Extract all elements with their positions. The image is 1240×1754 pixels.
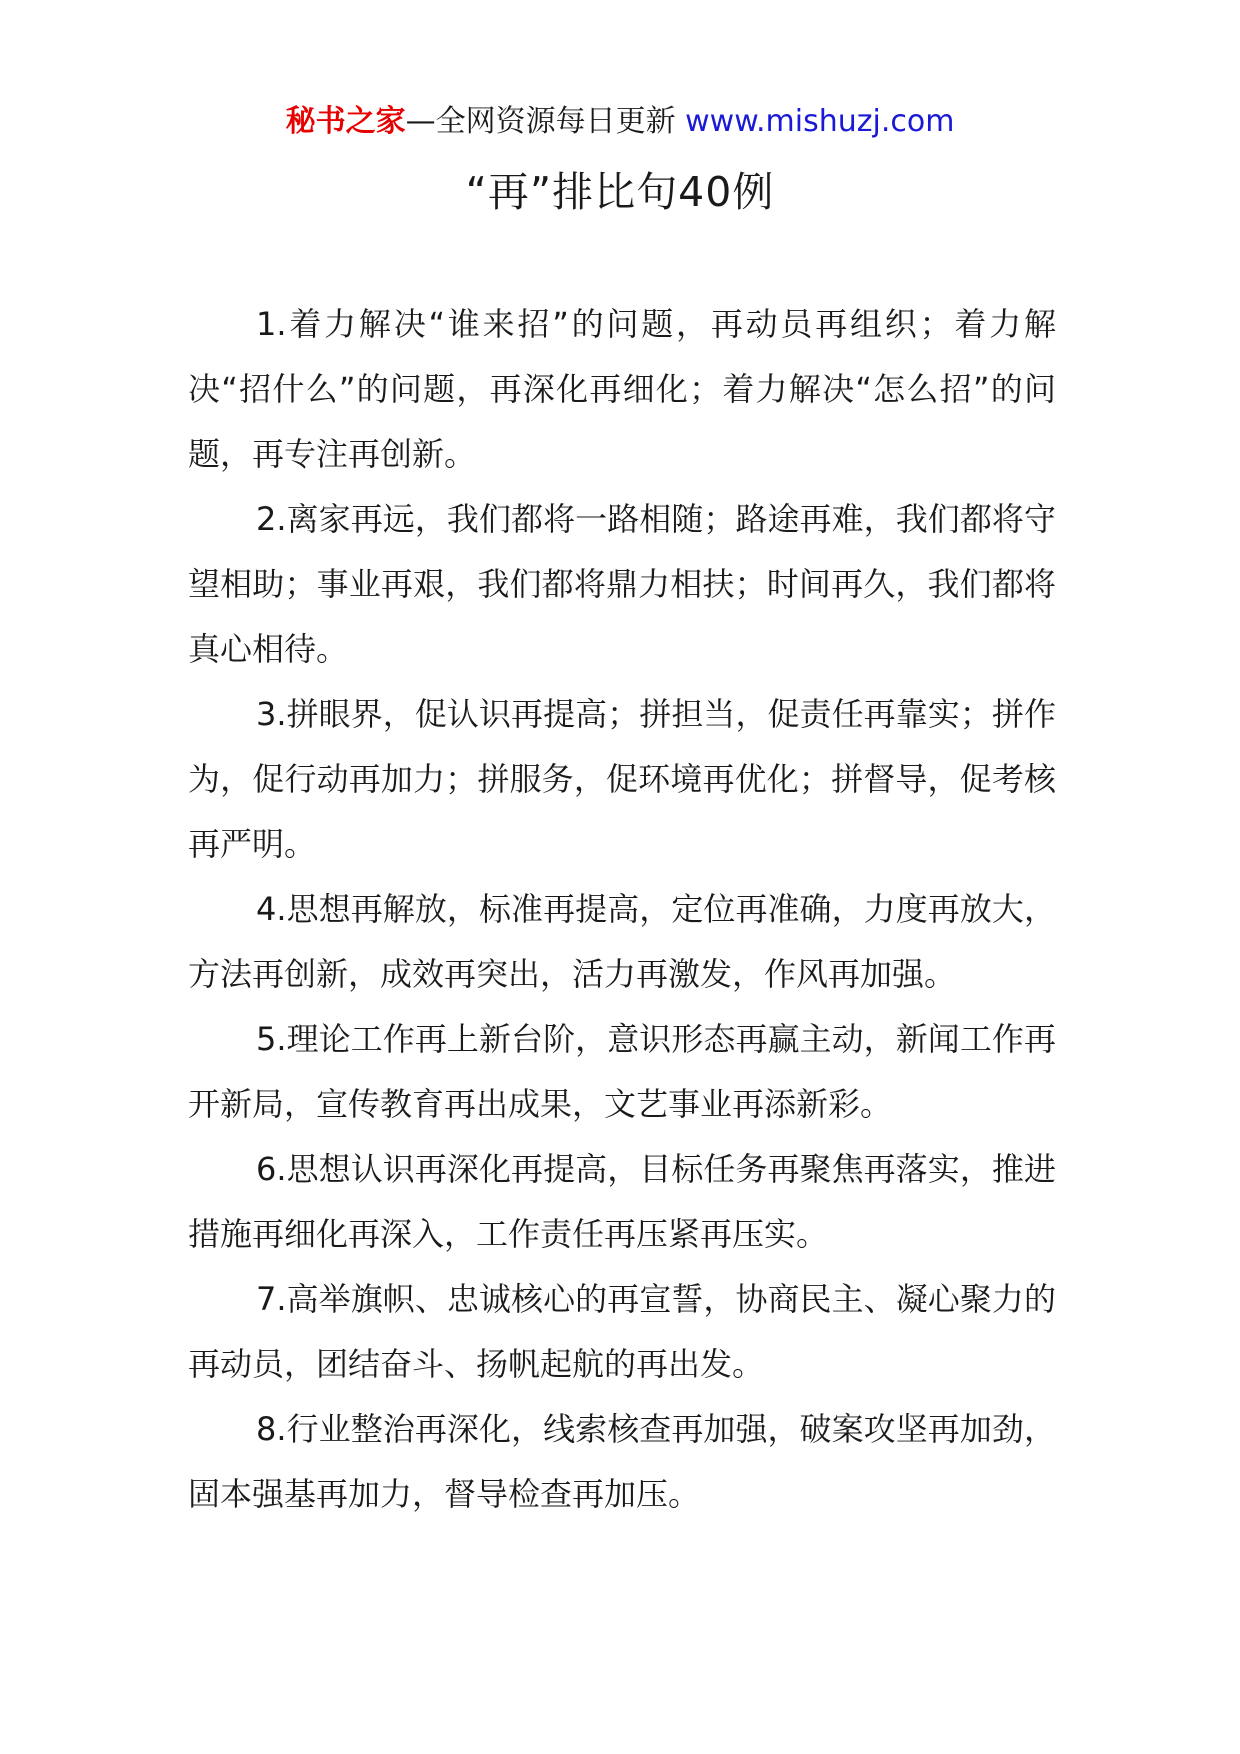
website-link[interactable]: www.mishuzj.com (685, 104, 955, 139)
paragraph-6: 6.思想认识再深化再提高，目标任务再聚焦再落实，推进措施再细化再深入，工作责任再压紧再压实。 (188, 1150, 1056, 1253)
paragraph-5: 5.理论工作再上新台阶，意识形态再赢主动，新闻工作再开新局，宣传教育再出成果，文艺事业再添新彩。 (188, 1020, 1056, 1123)
paragraph-3: 3.拼眼界，促认识再提高；拼担当，促责任再靠实；拼作为，促行动再加力；拼服务，促环境再优化；拼督导，促考核再严明。 (188, 695, 1056, 863)
paragraph-8: 8.行业整治再深化，线索核查再加强，破案攻坚再加劲，固本强基再加力，督导检查再加压。 (188, 1410, 1056, 1513)
document-title: “再”排比句40例 (465, 168, 775, 216)
brand-name: 秘书之家 (285, 104, 406, 139)
document-body (188, 292, 1056, 1527)
paragraph-7: 7.高举旗帜、忠诚核心的再宣誓，协商民主、凝心聚力的再动员，团结奋斗、扬帆起航的再出发。 (188, 1280, 1056, 1383)
paragraph-1: 1.着力解决“谁来招”的问题，再动员再组织；着力解决“招什么”的问题，再深化再细化；着力解决“怎么招”的问题，再专注再创新。 (188, 305, 1056, 473)
paragraph-2: 2.离家再远，我们都将一路相随；路途再难，我们都将守望相助；事业再艰，我们都将鼎力相扶；时间再久，我们都将真心相待。 (188, 500, 1056, 668)
watermark-header (0, 100, 1240, 144)
paragraph-4: 4.思想再解放，标准再提高，定位再准确，力度再放大，方法再创新，成效再突出，活力再激发，作风再加强。 (188, 890, 1056, 993)
header-tagline: —全网资源每日更新 (405, 104, 686, 139)
